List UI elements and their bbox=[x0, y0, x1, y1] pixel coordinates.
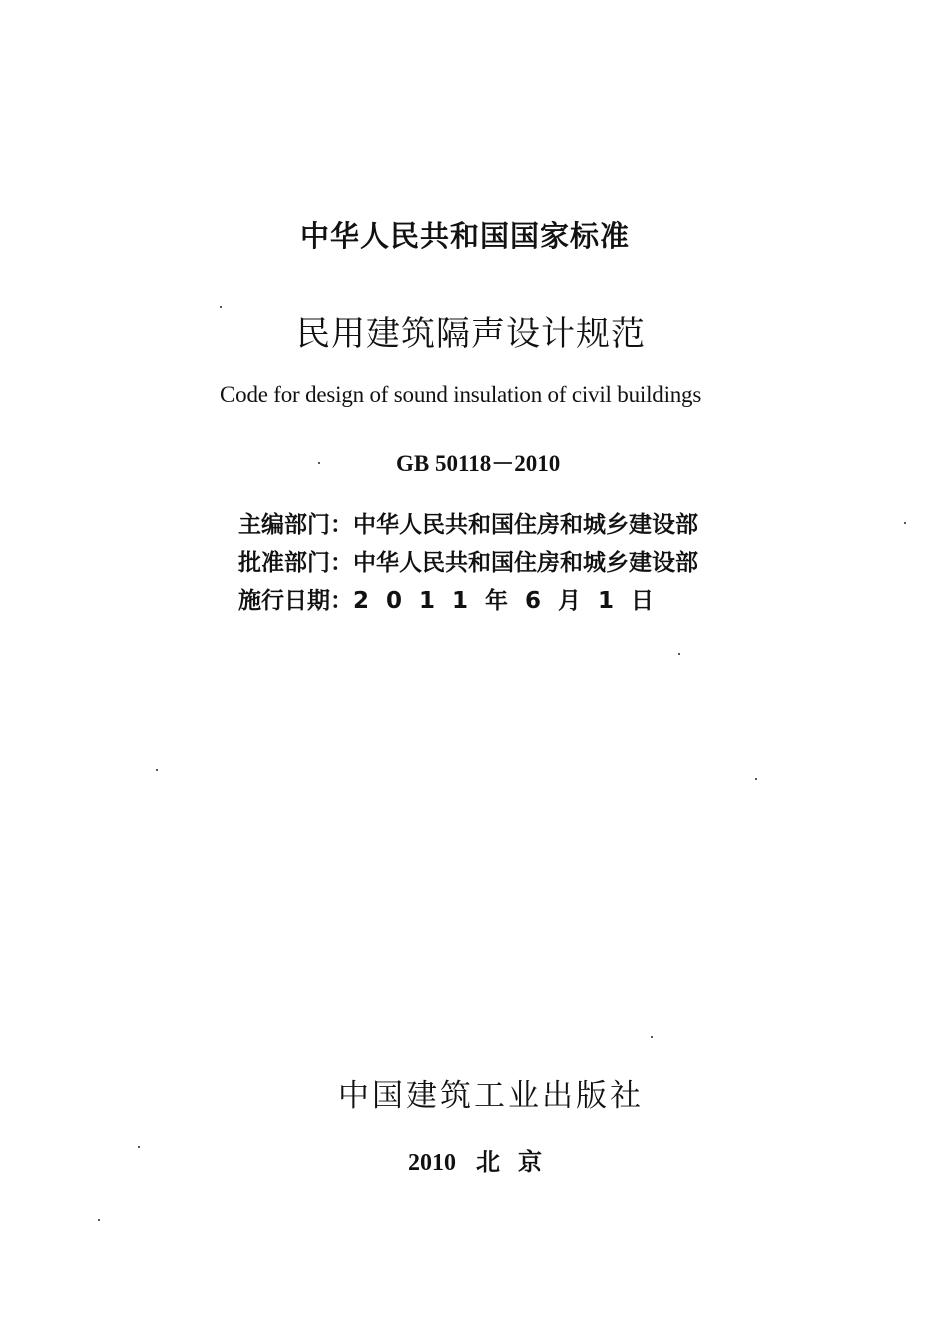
meta-label: 主编部门： bbox=[238, 512, 353, 538]
scan-speck bbox=[156, 769, 158, 771]
scan-speck bbox=[651, 1036, 653, 1038]
publisher-name: 中国建筑工业出版社 bbox=[338, 1078, 644, 1114]
scan-speck bbox=[904, 522, 906, 524]
standard-code: GB 50118－2010 bbox=[396, 451, 561, 476]
meta-label: 批准部门： bbox=[238, 550, 353, 576]
publication-city: 北京 bbox=[476, 1148, 560, 1176]
english-title: Code for design of sound insulation of civil buildings bbox=[220, 382, 702, 407]
scan-speck bbox=[220, 306, 222, 308]
meta-value: 中华人民共和国住房和城乡建设部 bbox=[353, 512, 698, 538]
scan-speck bbox=[755, 778, 757, 780]
meta-label: 施行日期： bbox=[238, 588, 353, 614]
publication-year: 2010 bbox=[408, 1150, 456, 1176]
standard-series-heading: 中华人民共和国国家标准 bbox=[300, 219, 631, 253]
effective-date-value: 2011年6月1日 bbox=[353, 588, 672, 614]
scan-speck bbox=[678, 653, 680, 655]
meta-value: 中华人民共和国住房和城乡建设部 bbox=[353, 550, 698, 576]
document-title: 民用建筑隔声设计规范 bbox=[296, 314, 646, 354]
publication-year-city bbox=[408, 1142, 560, 1177]
effective-date-row bbox=[238, 582, 671, 615]
scan-speck bbox=[138, 1146, 140, 1148]
scan-speck bbox=[318, 462, 320, 464]
scan-speck bbox=[98, 1219, 100, 1221]
editor-department-row bbox=[238, 506, 698, 539]
approval-department-row bbox=[238, 544, 698, 577]
